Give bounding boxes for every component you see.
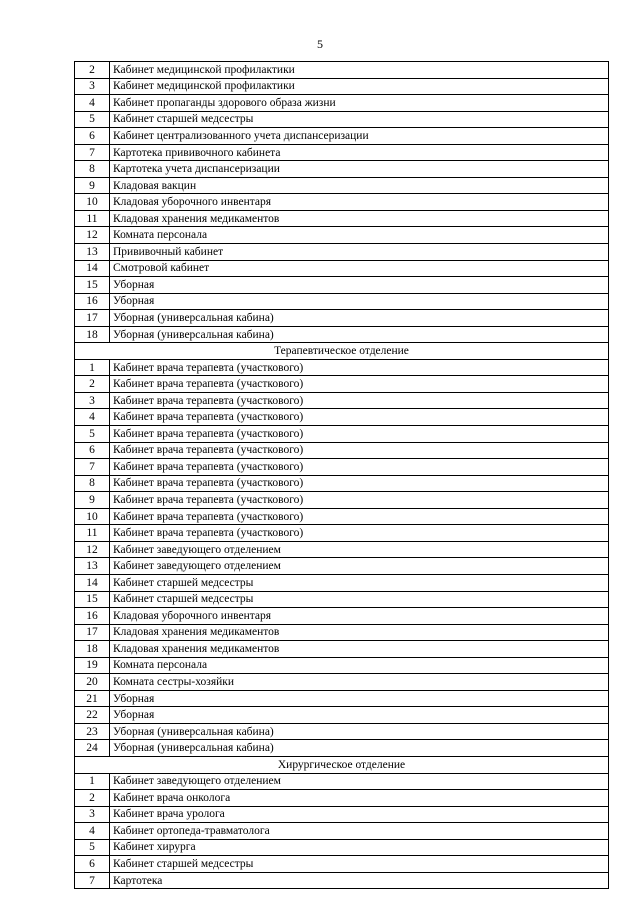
row-number: 2 (75, 62, 110, 79)
table-row (75, 492, 609, 509)
table-row (75, 210, 609, 227)
section-header-row (75, 756, 609, 773)
row-number: 16 (75, 608, 110, 625)
table-row (75, 359, 609, 376)
table-row (75, 62, 609, 79)
table-row (75, 541, 609, 558)
table-row (75, 194, 609, 211)
table-row (75, 260, 609, 277)
table-row (75, 790, 609, 807)
table-row (75, 310, 609, 327)
row-number: 10 (75, 194, 110, 211)
row-number: 24 (75, 740, 110, 757)
room-name: Кабинет централизованного учета диспансеризации (110, 128, 609, 145)
room-name: Кабинет старшей медсестры (110, 856, 609, 873)
room-name: Уборная (110, 707, 609, 724)
table-row (75, 839, 609, 856)
room-name: Кладовая уборочного инвентаря (110, 194, 609, 211)
room-name: Уборная (110, 690, 609, 707)
row-number: 15 (75, 591, 110, 608)
row-number: 7 (75, 144, 110, 161)
room-name: Уборная (универсальная кабина) (110, 740, 609, 757)
room-name: Кабинет старшей медсестры (110, 111, 609, 128)
room-name: Картотека прививочного кабинета (110, 144, 609, 161)
room-name: Кабинет заведующего отделением (110, 558, 609, 575)
room-name: Кабинет врача терапевта (участкового) (110, 492, 609, 509)
table-row (75, 624, 609, 641)
row-number: 7 (75, 459, 110, 476)
room-name: Кладовая хранения медикаментов (110, 210, 609, 227)
row-number: 20 (75, 674, 110, 691)
room-name: Кабинет ортопеда-травматолога (110, 823, 609, 840)
row-number: 4 (75, 95, 110, 112)
table-row (75, 657, 609, 674)
room-name: Смотровой кабинет (110, 260, 609, 277)
table-row (75, 227, 609, 244)
room-name: Картотека (110, 872, 609, 889)
room-name: Кабинет врача уролога (110, 806, 609, 823)
room-name: Кабинет врача терапевта (участкового) (110, 442, 609, 459)
row-number: 10 (75, 508, 110, 525)
table-row (75, 392, 609, 409)
table-row (75, 823, 609, 840)
table-row (75, 806, 609, 823)
room-name: Кабинет врача онколога (110, 790, 609, 807)
table-row (75, 508, 609, 525)
table-row (75, 78, 609, 95)
table-row (75, 459, 609, 476)
table-row (75, 723, 609, 740)
table-row (75, 95, 609, 112)
table-row (75, 674, 609, 691)
room-name: Кабинет заведующего отделением (110, 773, 609, 790)
row-number: 13 (75, 244, 110, 261)
room-name: Картотека учета диспансеризации (110, 161, 609, 178)
table-row (75, 574, 609, 591)
room-name: Кабинет хирурга (110, 839, 609, 856)
room-name: Уборная (универсальная кабина) (110, 310, 609, 327)
room-name: Кабинет врача терапевта (участкового) (110, 426, 609, 443)
row-number: 19 (75, 657, 110, 674)
table-row (75, 740, 609, 757)
row-number: 14 (75, 574, 110, 591)
room-name: Кабинет заведующего отделением (110, 541, 609, 558)
room-name: Уборная (110, 277, 609, 294)
room-name: Кладовая хранения медикаментов (110, 641, 609, 658)
row-number: 12 (75, 541, 110, 558)
rooms-table (74, 61, 609, 889)
room-name: Кабинет врача терапевта (участкового) (110, 359, 609, 376)
room-name: Кабинет врача терапевта (участкового) (110, 409, 609, 426)
room-name: Кабинет врача терапевта (участкового) (110, 376, 609, 393)
table-row (75, 475, 609, 492)
table-row (75, 376, 609, 393)
row-number: 8 (75, 161, 110, 178)
section-title: Хирургическое отделение (75, 756, 609, 773)
room-name: Комната сестры-хозяйки (110, 674, 609, 691)
row-number: 9 (75, 177, 110, 194)
table-row (75, 591, 609, 608)
table-row (75, 244, 609, 261)
room-name: Кабинет медицинской профилактики (110, 62, 609, 79)
room-name: Кабинет врача терапевта (участкового) (110, 475, 609, 492)
room-name: Кладовая уборочного инвентаря (110, 608, 609, 625)
row-number: 1 (75, 773, 110, 790)
row-number: 2 (75, 376, 110, 393)
row-number: 3 (75, 806, 110, 823)
room-name: Уборная (универсальная кабина) (110, 723, 609, 740)
table-row (75, 707, 609, 724)
row-number: 17 (75, 624, 110, 641)
row-number: 1 (75, 359, 110, 376)
row-number: 11 (75, 525, 110, 542)
row-number: 12 (75, 227, 110, 244)
row-number: 15 (75, 277, 110, 294)
row-number: 8 (75, 475, 110, 492)
room-name: Кладовая хранения медикаментов (110, 624, 609, 641)
room-name: Кабинет старшей медсестры (110, 574, 609, 591)
table-row (75, 326, 609, 343)
row-number: 5 (75, 111, 110, 128)
room-name: Прививочный кабинет (110, 244, 609, 261)
room-name: Кабинет врача терапевта (участкового) (110, 392, 609, 409)
room-name: Уборная (110, 293, 609, 310)
table-row (75, 161, 609, 178)
row-number: 11 (75, 210, 110, 227)
table-row (75, 177, 609, 194)
row-number: 4 (75, 409, 110, 426)
row-number: 14 (75, 260, 110, 277)
table-row (75, 641, 609, 658)
table-row (75, 111, 609, 128)
row-number: 6 (75, 128, 110, 145)
table-row (75, 409, 609, 426)
room-name: Кабинет медицинской профилактики (110, 78, 609, 95)
table-row (75, 442, 609, 459)
table-row (75, 690, 609, 707)
row-number: 3 (75, 392, 110, 409)
row-number: 7 (75, 872, 110, 889)
row-number: 5 (75, 839, 110, 856)
page-number: 5 (317, 37, 323, 51)
room-name: Уборная (универсальная кабина) (110, 326, 609, 343)
row-number: 13 (75, 558, 110, 575)
table-row (75, 144, 609, 161)
section-title: Терапевтическое отделение (75, 343, 609, 360)
room-name: Кабинет врача терапевта (участкового) (110, 525, 609, 542)
row-number: 23 (75, 723, 110, 740)
table-row (75, 277, 609, 294)
room-name: Кабинет пропаганды здорового образа жизни (110, 95, 609, 112)
table-row (75, 872, 609, 889)
row-number: 22 (75, 707, 110, 724)
room-name: Кабинет старшей медсестры (110, 591, 609, 608)
row-number: 6 (75, 442, 110, 459)
rooms-table-body (75, 62, 609, 889)
row-number: 9 (75, 492, 110, 509)
row-number: 2 (75, 790, 110, 807)
table-row (75, 525, 609, 542)
row-number: 21 (75, 690, 110, 707)
section-header-row (75, 343, 609, 360)
row-number: 4 (75, 823, 110, 840)
row-number: 5 (75, 426, 110, 443)
room-name: Кабинет врача терапевта (участкового) (110, 459, 609, 476)
row-number: 16 (75, 293, 110, 310)
row-number: 17 (75, 310, 110, 327)
table-row (75, 608, 609, 625)
row-number: 18 (75, 326, 110, 343)
room-name: Кабинет врача терапевта (участкового) (110, 508, 609, 525)
table-row (75, 128, 609, 145)
room-name: Кладовая вакцин (110, 177, 609, 194)
table-row (75, 426, 609, 443)
room-name: Комната персонала (110, 657, 609, 674)
room-name: Комната персонала (110, 227, 609, 244)
table-row (75, 773, 609, 790)
row-number: 3 (75, 78, 110, 95)
table-row (75, 856, 609, 873)
table-row (75, 293, 609, 310)
table-row (75, 558, 609, 575)
row-number: 6 (75, 856, 110, 873)
row-number: 18 (75, 641, 110, 658)
